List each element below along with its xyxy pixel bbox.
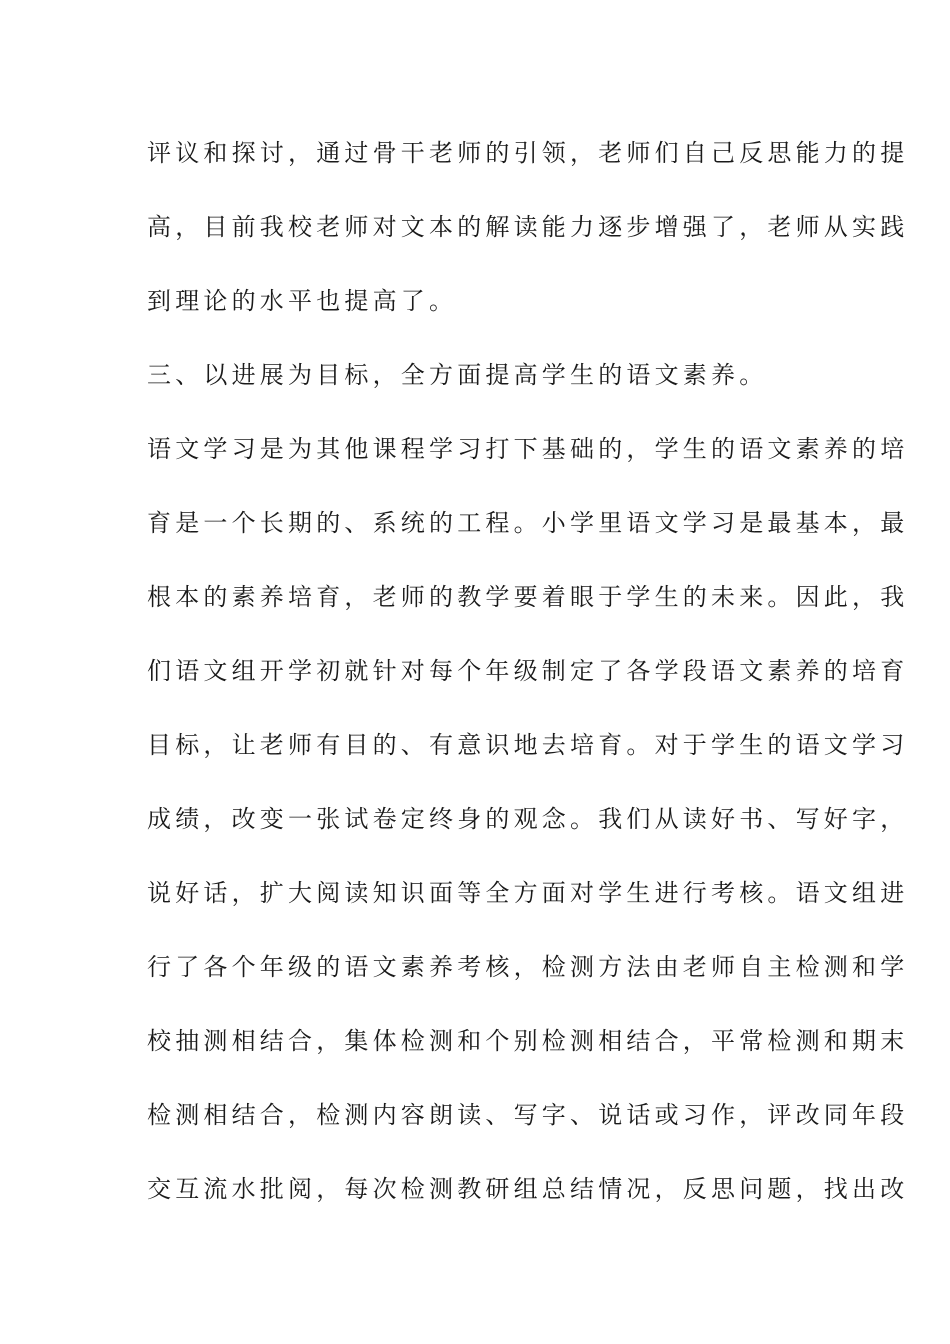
- text-line: 根本的素养培育，老师的教学要着眼于学生的未来。因此，我: [147, 583, 909, 611]
- text-line: 检测相结合，检测内容朗读、写字、说话或习作，评改同年段: [147, 1101, 909, 1129]
- text-line: 到理论的水平也提高了。: [147, 287, 458, 315]
- text-line: 目标，让老师有目的、有意识地去培育。对于学生的语文学习: [147, 731, 909, 759]
- text-line: 校抽测相结合，集体检测和个别检测相结合，平常检测和期末: [147, 1027, 909, 1055]
- text-line: 评议和探讨，通过骨干老师的引领，老师们自己反思能力的提: [147, 139, 909, 167]
- document-body: [147, 131, 909, 1241]
- text-line: 行了各个年级的语文素养考核，检测方法由老师自主检测和学: [147, 953, 909, 981]
- text-line: 说好话，扩大阅读知识面等全方面对学生进行考核。语文组进: [147, 879, 909, 907]
- section-heading: 三、以进展为目标，全方面提高学生的语文素养。: [147, 361, 768, 389]
- text-line: 成绩，改变一张试卷定终身的观念。我们从读好书、写好字，: [147, 805, 909, 833]
- text-line: 育是一个长期的、系统的工程。小学里语文学习是最基本，最: [147, 509, 909, 537]
- text-line: 高，目前我校老师对文本的解读能力逐步增强了，老师从实践: [147, 213, 909, 241]
- text-line: 交互流水批阅，每次检测教研组总结情况，反思问题，找出改: [147, 1175, 909, 1203]
- text-line: 们语文组开学初就针对每个年级制定了各学段语文素养的培育: [147, 657, 909, 685]
- text-line: 语文学习是为其他课程学习打下基础的，学生的语文素养的培: [147, 435, 909, 463]
